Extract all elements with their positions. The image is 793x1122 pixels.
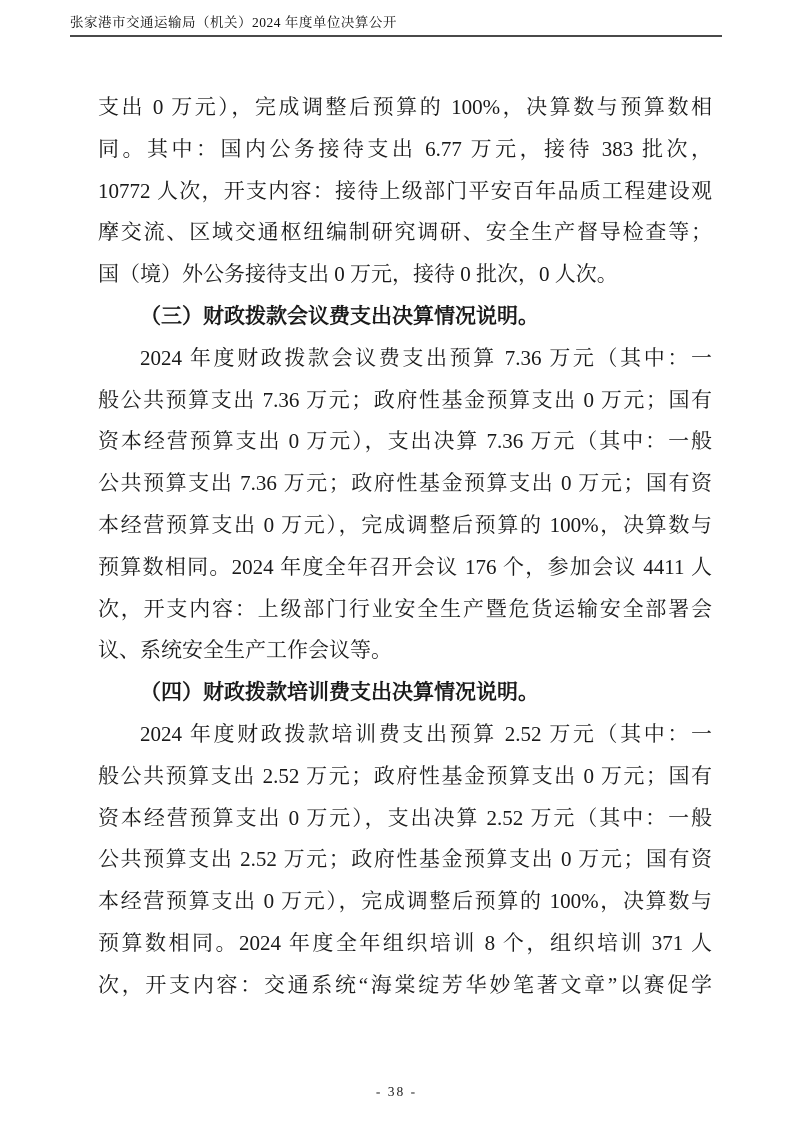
- text-line: 本经营预算支出 0 万元），完成调整后预算的 100%，决算数与: [98, 512, 712, 537]
- text-line: 次，开支内容：交通系统“海棠绽芳华妙笔著文章”以赛促学: [98, 972, 712, 997]
- text-line: 支出 0 万元），完成调整后预算的 100%，决算数与预算数相: [98, 95, 712, 119]
- text-line: 资本经营预算支出 0 万元），支出决算 2.52 万元（其中：一般: [98, 805, 712, 830]
- text-line: 同。其中：国内公务接待支出 6.77 万元，接待 383 批次，: [98, 136, 712, 161]
- page-header: [70, 11, 722, 37]
- text-line: 国（境）外公务接待支出 0 万元，接待 0 批次，0 人次。: [98, 262, 618, 287]
- section-heading: （四）财政拨款培训费支出决算情况说明。: [140, 680, 539, 705]
- section-heading: （三）财政拨款会议费支出决算情况说明。: [140, 303, 539, 328]
- header-title: 张家港市交通运输局（机关）2024 年度单位决算公开: [70, 15, 397, 30]
- text-line: 资本经营预算支出 0 万元），支出决算 7.36 万元（其中：一般: [98, 429, 712, 454]
- text-line: 般公共预算支出 2.52 万元；政府性基金预算支出 0 万元；国有: [98, 763, 712, 788]
- text-line: 公共预算支出 2.52 万元；政府性基金预算支出 0 万元；国有资: [98, 847, 712, 872]
- text-line: 次，开支内容：上级部门行业安全生产暨危货运输安全部署会: [98, 596, 712, 621]
- text-line: 2024 年度财政拨款培训费支出预算 2.52 万元（其中：一: [140, 721, 712, 746]
- text-line: 2024 年度财政拨款会议费支出预算 7.36 万元（其中：一: [140, 345, 712, 370]
- page-footer: [0, 1084, 793, 1100]
- text-line: 本经营预算支出 0 万元），完成调整后预算的 100%，决算数与: [98, 889, 712, 914]
- text-line: 摩交流、区域交通枢纽编制研究调研、安全生产督导检查等；: [98, 220, 712, 245]
- text-line: 般公共预算支出 7.36 万元；政府性基金预算支出 0 万元；国有: [98, 387, 712, 412]
- text-line: 预算数相同。2024 年度全年召开会议 176 个，参加会议 4411 人: [98, 554, 712, 579]
- text-line: 公共预算支出 7.36 万元；政府性基金预算支出 0 万元；国有资: [98, 471, 712, 496]
- text-line: 预算数相同。2024 年度全年组织培训 8 个，组织培训 371 人: [98, 930, 712, 955]
- document-body: [98, 87, 712, 1007]
- text-line: 议、系统安全生产工作会议等。: [98, 638, 392, 663]
- page-number: - 38 -: [375, 1084, 418, 1099]
- text-line: 10772 人次，开支内容：接待上级部门平安百年品质工程建设观: [98, 178, 712, 203]
